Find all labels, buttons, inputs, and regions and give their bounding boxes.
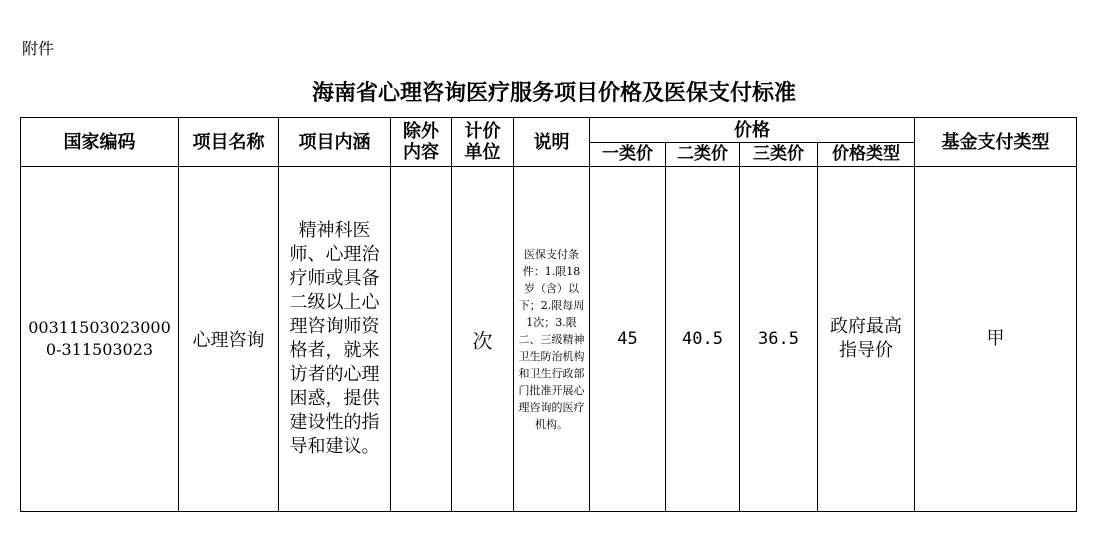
cell-code-text: 003115030230000-311503023 <box>28 318 171 359</box>
header-excluded <box>391 118 452 167</box>
header-unit-text: 计价单位 <box>464 121 501 163</box>
header-code: 国家编码 <box>21 118 179 167</box>
document-title: 海南省心理咨询医疗服务项目价格及医保支付标准 <box>311 81 796 106</box>
attachment-label: 附件 <box>22 39 55 58</box>
header-content: 项目内涵 <box>279 118 391 167</box>
header-excluded-text: 除外内容 <box>403 121 439 163</box>
header-note: 说明 <box>514 118 590 167</box>
header-name: 项目名称 <box>179 118 279 167</box>
header-price-class2: 二类价 <box>666 143 740 167</box>
cell-fund-type: 甲 <box>915 167 1077 512</box>
cell-content: 精神科医师、心理治疗师或具备二级以上心理咨询师资格者，就来访者的心理困惑，提供建设性的指导和建议。 <box>279 167 391 512</box>
header-unit <box>452 118 514 167</box>
price-table <box>20 117 1077 512</box>
header-price-class1: 一类价 <box>590 143 666 167</box>
cell-price-class2: 40.5 <box>666 167 740 512</box>
table-row <box>21 167 1077 512</box>
cell-excluded <box>391 167 452 512</box>
cell-price-class1: 45 <box>590 167 666 512</box>
cell-price-type-text: 政府最高指导价 <box>830 316 902 361</box>
header-price-class3: 三类价 <box>740 143 818 167</box>
header-price-group: 价格 <box>590 118 915 143</box>
cell-price-type <box>818 167 915 512</box>
cell-note: 医保支付条件：1.限18岁（含）以下；2.限每周1次；3.限二、三级精神卫生防治机构和卫生行政部门批准开展心理咨询的医疗机构。 <box>514 167 590 512</box>
header-fund-type: 基金支付类型 <box>915 118 1077 167</box>
cell-unit: 次 <box>452 167 514 512</box>
cell-code <box>21 167 179 512</box>
cell-name: 心理咨询 <box>179 167 279 512</box>
cell-price-class3: 36.5 <box>740 167 818 512</box>
header-price-type: 价格类型 <box>818 143 915 167</box>
